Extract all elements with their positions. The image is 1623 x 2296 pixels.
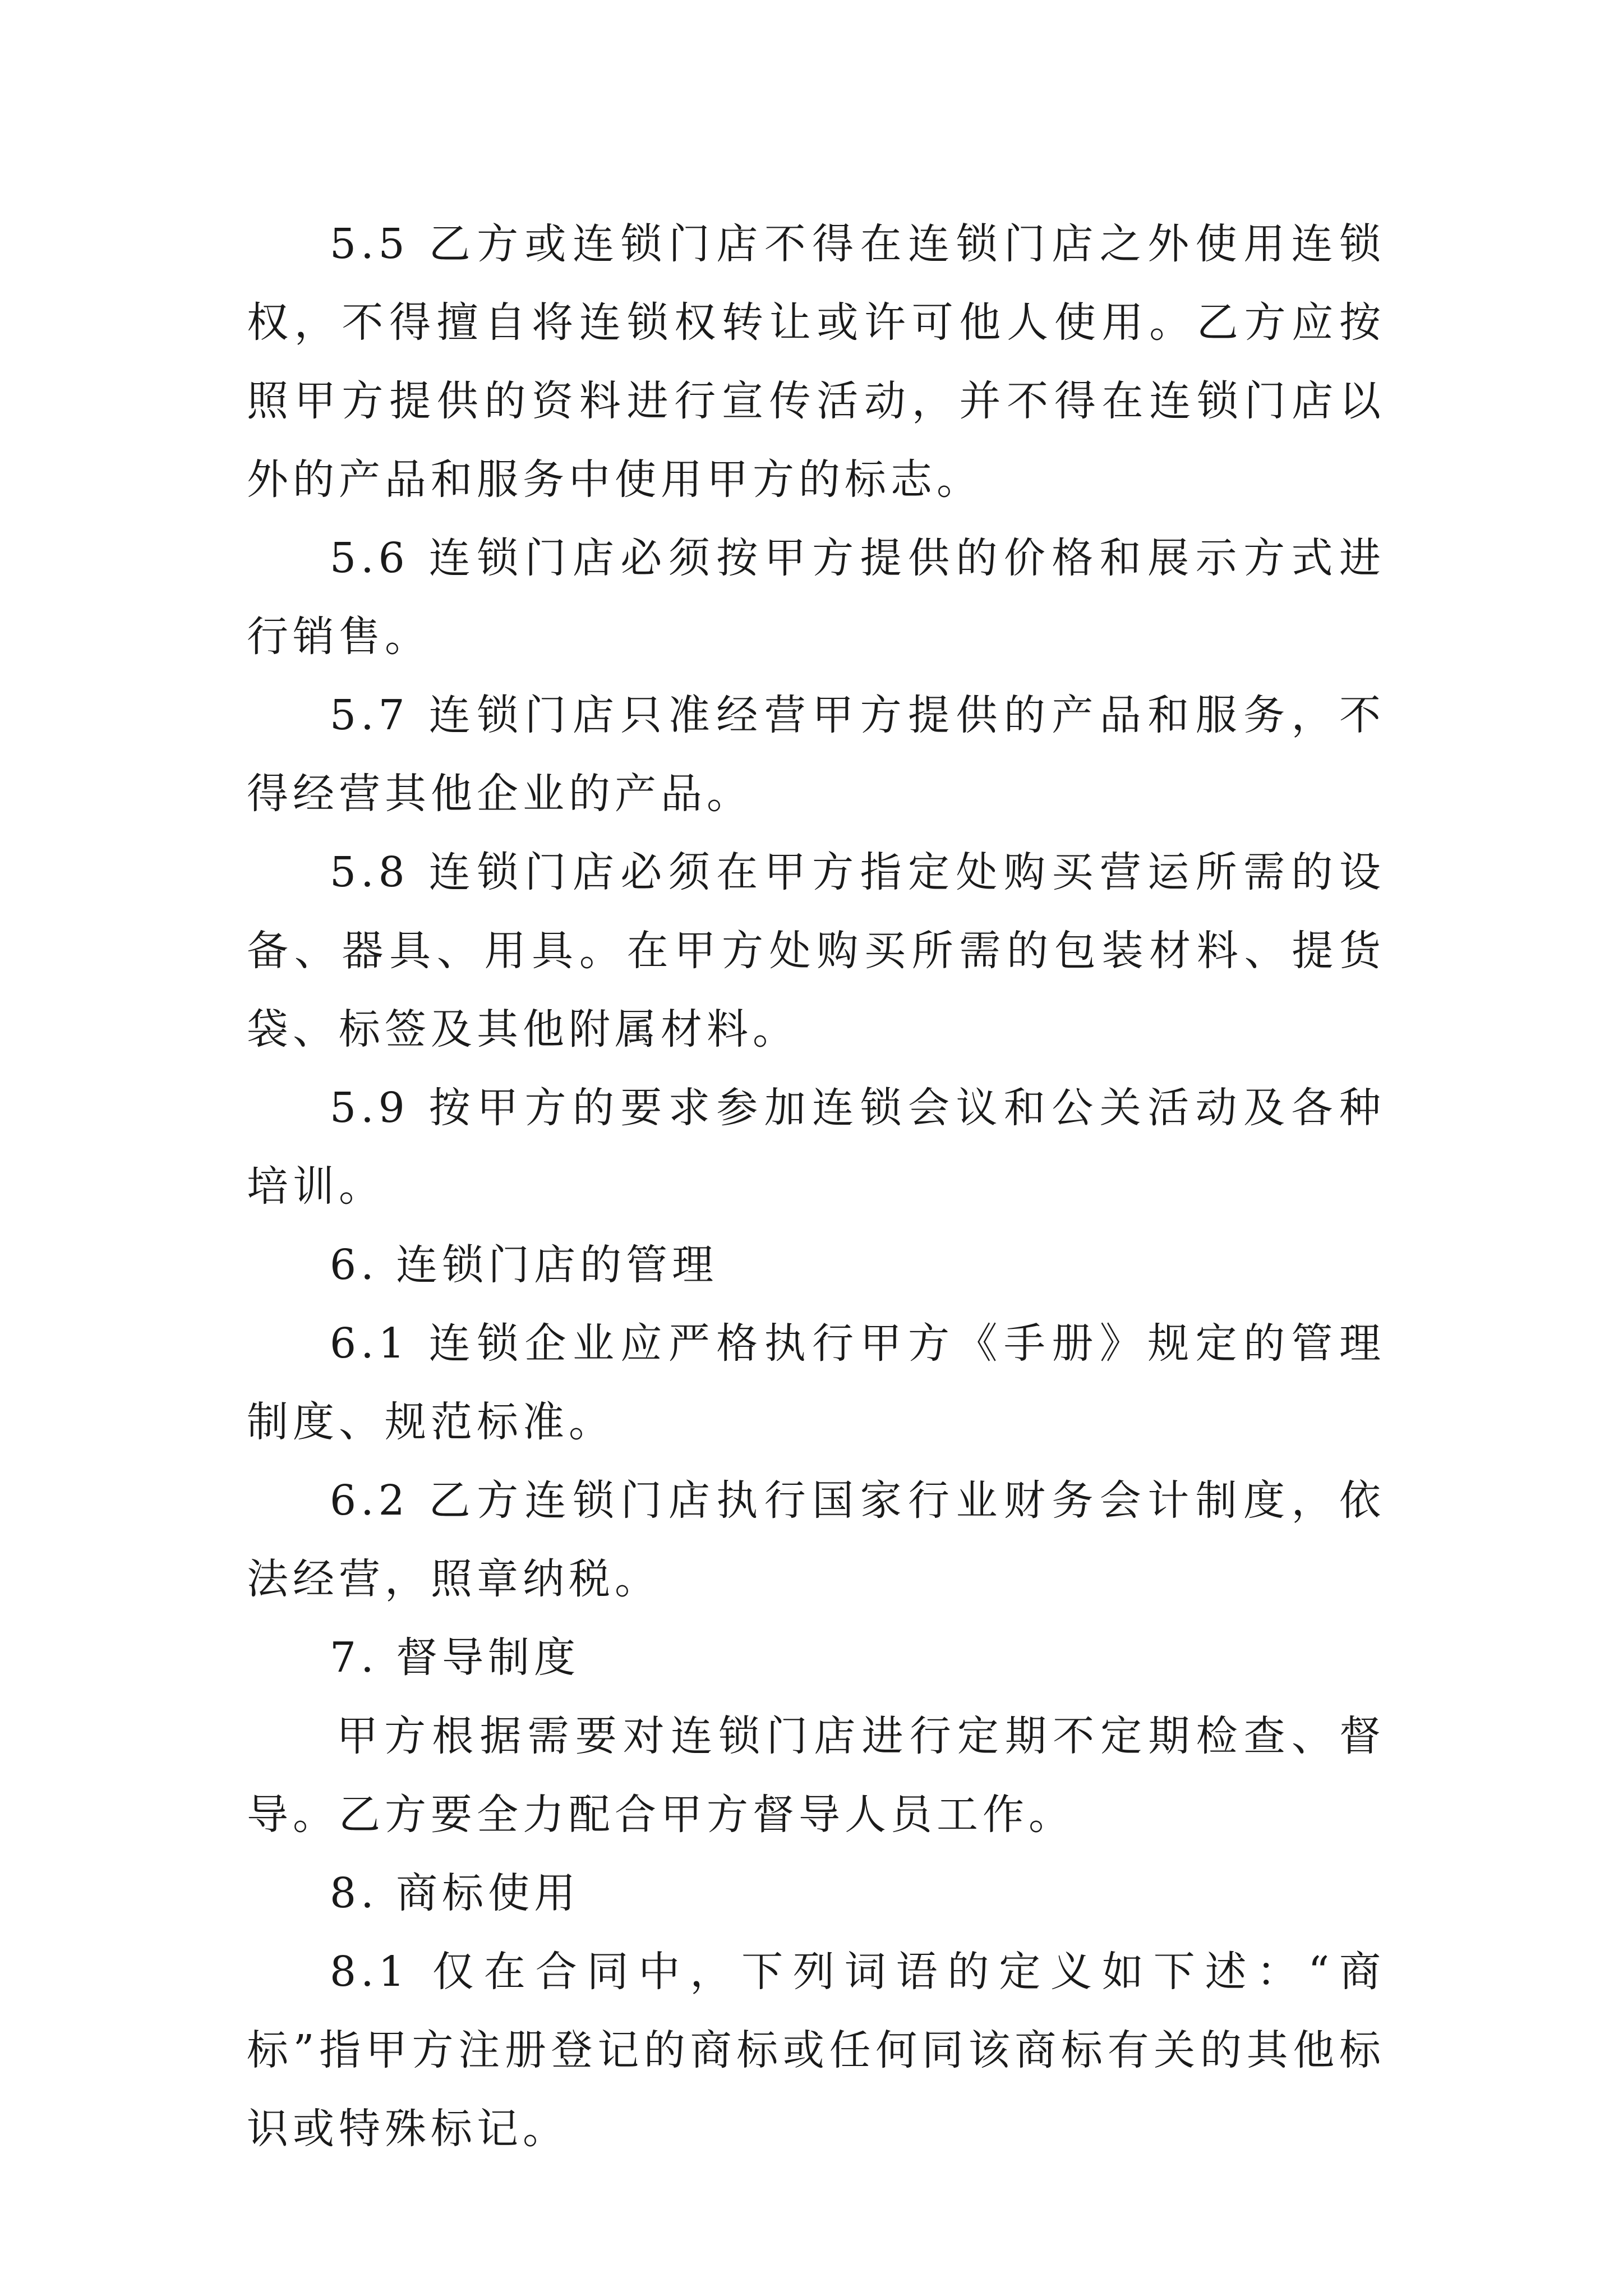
document-body <box>247 205 1385 2168</box>
section-7-body: 甲方根据需要对连锁门店进行定期不定期检查、督导。乙方要全力配合甲方督导人员工作。 <box>247 1712 1385 1839</box>
clause-5-7: 5.7 连锁门店只准经营甲方提供的产品和服务，不得经营其他企业的产品。 <box>247 691 1385 818</box>
clause-5-6: 5.6 连锁门店必须按甲方提供的价格和展示方式进行销售。 <box>247 534 1385 661</box>
clause-5-5: 5.5 乙方或连锁门店不得在连锁门店之外使用连锁权，不得擅自将连锁权转让或许可他人使用。乙方应按照甲方提供的资料进行宣传活动，并不得在连锁门店以外的产品和服务中使用甲方的标志。 <box>247 220 1385 504</box>
clause-6-1: 6.1 连锁企业应严格执行甲方《手册》规定的管理制度、规范标准。 <box>247 1319 1385 1446</box>
clause-8-1: 8.1 仅在合同中，下列词语的定义如下述：“商标”指甲方注册登记的商标或任何同该商标有关的其他标识或特殊标记。 <box>247 1948 1385 2153</box>
section-7-heading: 7. 督导制度 <box>330 1634 580 1682</box>
section-6-heading: 6. 连锁门店的管理 <box>330 1241 718 1289</box>
clause-6-2: 6.2 乙方连锁门店执行国家行业财务会计制度，依法经营，照章纳税。 <box>247 1476 1385 1603</box>
section-8-heading: 8. 商标使用 <box>330 1869 580 1917</box>
clause-5-9: 5.9 按甲方的要求参加连锁会议和公关活动及各种培训。 <box>247 1084 1385 1211</box>
clause-5-8: 5.8 连锁门店必须在甲方指定处购买营运所需的设备、器具、用具。在甲方处购买所需的包装材料、提货袋、标签及其他附属材料。 <box>247 848 1385 1053</box>
